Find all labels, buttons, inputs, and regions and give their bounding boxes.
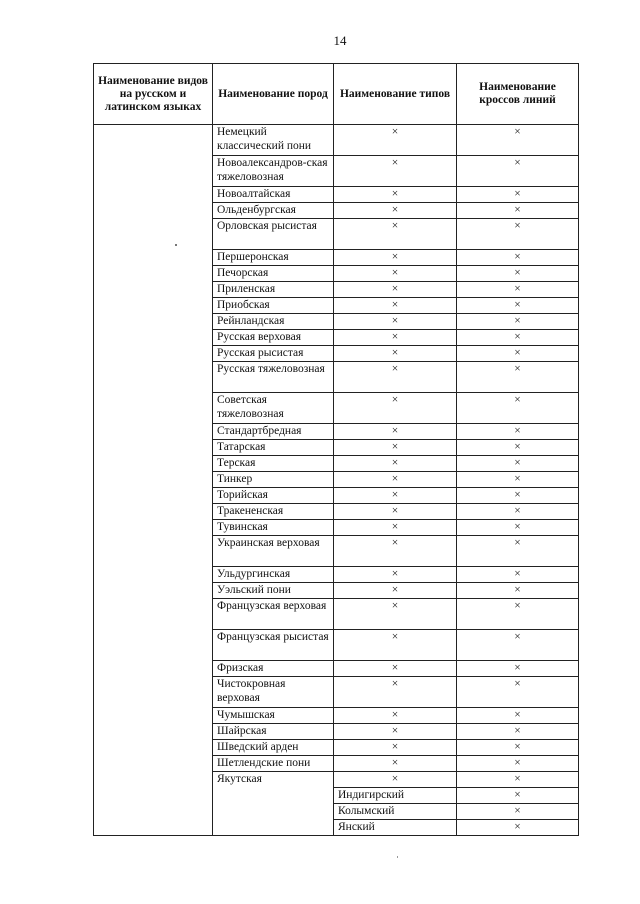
cross-mark: × [457,804,579,820]
breed-name: Ульдургинская [213,567,334,583]
breed-name: Украинская верховая [213,536,334,567]
type-mark: × [334,724,457,740]
breed-name: Уэльский пони [213,583,334,599]
type-mark: × [334,599,457,630]
cross-mark: × [457,298,579,314]
cross-mark: × [457,599,579,630]
cross-mark: × [457,362,579,393]
header-type: Наименование типов [334,64,457,125]
breed-name: Тинкер [213,472,334,488]
cross-mark: × [457,708,579,724]
page-number: 14 [333,33,347,48]
cross-mark: × [457,504,579,520]
cross-mark: × [457,788,579,804]
breed-name: Приленская [213,282,334,298]
cross-mark: × [457,772,579,788]
breed-name: Советская тяжеловозная [213,393,334,424]
cross-mark: × [457,520,579,536]
cross-mark: × [457,346,579,362]
table-row [94,125,579,156]
cross-mark: × [457,456,579,472]
type-mark: × [334,266,457,282]
subtype-name: Индигирский [334,788,457,804]
breed-name: Приобская [213,298,334,314]
cross-mark: × [457,756,579,772]
cross-mark: × [457,314,579,330]
cross-mark: × [457,677,579,708]
breed-name: Орловская рысистая [213,219,334,250]
cross-mark: × [457,125,579,156]
type-mark: × [334,156,457,187]
type-mark: × [334,250,457,266]
breed-name: Рейнландская [213,314,334,330]
type-mark: × [334,520,457,536]
header-cross: Наименование кроссов линий [457,64,579,125]
subtype-name: Янский [334,820,457,836]
table-body [94,125,579,836]
type-mark: × [334,393,457,424]
type-mark: × [334,677,457,708]
breed-name: Якутская [213,772,334,836]
type-mark: × [334,740,457,756]
cross-mark: × [457,330,579,346]
breed-name: Печорская [213,266,334,282]
breed-name: Русская рысистая [213,346,334,362]
type-mark: × [334,282,457,298]
breeds-table [93,63,579,836]
breed-name: Шведский арден [213,740,334,756]
breed-name: Першеронская [213,250,334,266]
cross-mark: × [457,820,579,836]
cross-mark: × [457,740,579,756]
cross-mark: × [457,630,579,661]
cross-mark: × [457,583,579,599]
breed-name: Чистокровная верховая [213,677,334,708]
cross-mark: × [457,488,579,504]
cross-mark: × [457,393,579,424]
breed-name: Шетлендские пони [213,756,334,772]
cross-mark: × [457,219,579,250]
type-mark: × [334,219,457,250]
breed-name: Фризская [213,661,334,677]
cross-mark: × [457,536,579,567]
breed-name: Новоалександров-ская тяжеловозная [213,156,334,187]
breed-name: Стандартбредная [213,424,334,440]
breed-name: Французская верховая [213,599,334,630]
type-mark: × [334,125,457,156]
type-mark: × [334,424,457,440]
breed-name: Русская верховая [213,330,334,346]
cross-mark: × [457,203,579,219]
type-mark: × [334,298,457,314]
type-mark: × [334,472,457,488]
scan-speck [175,244,177,246]
breed-name: Русская тяжеловозная [213,362,334,393]
type-mark: × [334,567,457,583]
type-mark: × [334,504,457,520]
breed-name: Немецкий классический пони [213,125,334,156]
type-mark: × [334,346,457,362]
cross-mark: × [457,440,579,456]
type-mark: × [334,456,457,472]
cross-mark: × [457,250,579,266]
cross-mark: × [457,187,579,203]
type-mark: × [334,187,457,203]
type-mark: × [334,203,457,219]
breed-name: Чумышская [213,708,334,724]
type-mark: × [334,362,457,393]
breed-name: Торийская [213,488,334,504]
cross-mark: × [457,567,579,583]
subtype-name: Колымский [334,804,457,820]
type-mark: × [334,583,457,599]
breed-name: Тувинская [213,520,334,536]
type-mark: × [334,330,457,346]
cross-mark: × [457,156,579,187]
breed-name: Ольденбургская [213,203,334,219]
breed-name: Французская рысистая [213,630,334,661]
type-mark: × [334,488,457,504]
type-mark: × [334,536,457,567]
breed-name: Шайрская [213,724,334,740]
breed-name: Тракененская [213,504,334,520]
header-breed: Наименование пород [213,64,334,125]
cross-mark: × [457,724,579,740]
species-cell [94,125,213,836]
cross-mark: × [457,472,579,488]
header-species: Наименование видов на русском и латинском языках [94,64,213,125]
breed-name: Новоалтайская [213,187,334,203]
type-mark: × [334,661,457,677]
table-header-row [94,64,579,125]
breed-name: Терская [213,456,334,472]
cross-mark: × [457,282,579,298]
type-mark: × [334,708,457,724]
cross-mark: × [457,424,579,440]
cross-mark: × [457,266,579,282]
cross-mark: × [457,661,579,677]
breed-name: Татарская [213,440,334,456]
type-mark: × [334,756,457,772]
type-mark: × [334,440,457,456]
type-mark: × [334,314,457,330]
type-mark: × [334,772,457,788]
scan-speck [397,856,398,858]
type-mark: × [334,630,457,661]
